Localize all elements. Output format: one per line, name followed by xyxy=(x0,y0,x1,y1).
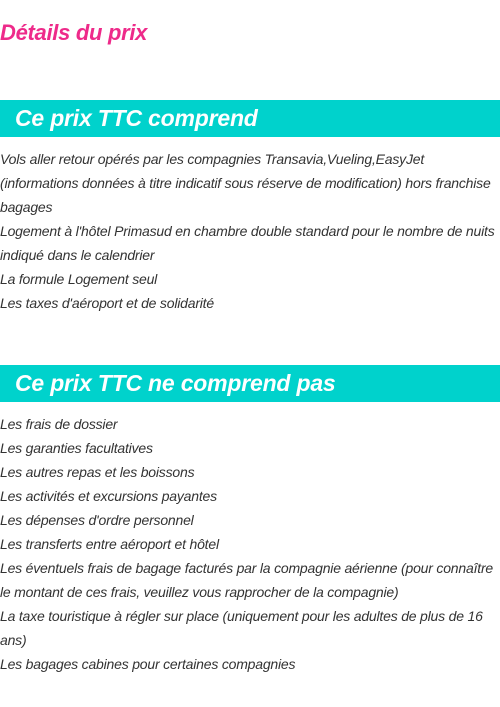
excludes-list-item: Les éventuels frais de bagage facturés par la compagnie aérienne (pour connaître le montant de ces frais, veuillez vous rapprocher de la compagnie) xyxy=(0,560,493,600)
includes-list-item: Les taxes d'aéroport et de solidarité xyxy=(0,295,214,311)
excludes-list-item: Les dépenses d'ordre personnel xyxy=(0,512,194,528)
includes-list-item: Logement à l'hôtel Primasud en chambre double standard pour le nombre de nuits indiqué dans le calendrier xyxy=(0,223,495,263)
excludes-list xyxy=(0,412,500,676)
excludes-section-heading: Ce prix TTC ne comprend pas xyxy=(0,365,500,402)
includes-list-item: Vols aller retour opérés par les compagnies Transavia,Vueling,EasyJet (informations données à titre indicatif sous réserve de modification) hors franchise bagages xyxy=(0,151,491,215)
excludes-list-item: Les garanties facultatives xyxy=(0,440,153,456)
excludes-list-item: Les frais de dossier xyxy=(0,416,118,432)
excludes-list-item: Les bagages cabines pour certaines compagnies xyxy=(0,656,296,672)
page-title: Détails du prix xyxy=(0,20,148,45)
includes-list-item: La formule Logement seul xyxy=(0,271,158,287)
includes-section-heading: Ce prix TTC comprend xyxy=(0,100,500,137)
excludes-list-item: Les autres repas et les boissons xyxy=(0,464,195,480)
excludes-list-item: La taxe touristique à régler sur place (uniquement pour les adultes de plus de 16 ans) xyxy=(0,608,483,648)
includes-list xyxy=(0,147,500,315)
excludes-list-item: Les activités et excursions payantes xyxy=(0,488,217,504)
excludes-list-item: Les transferts entre aéroport et hôtel xyxy=(0,536,219,552)
